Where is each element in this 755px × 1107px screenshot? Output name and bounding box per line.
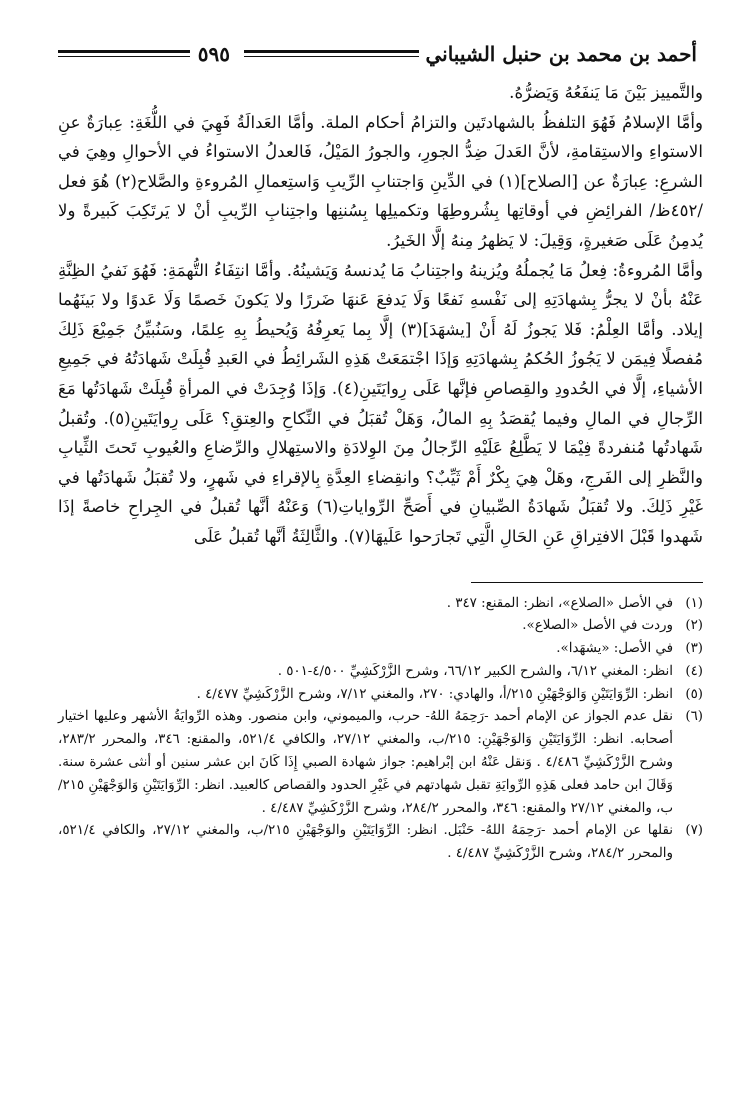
footnote-text: نقل عدم الجواز عن الإمام أحمد -رَحِمَهُ اللهُ- حرب، والميموني، وابن منصور. وهذه الرِّوايَةُ الأشهر وعليها اختيار أصحابه. انظر: الرِّوَايَتَيْنِ وَالوَجْهَيْنِ: ٢١٥/ب، والمغني ٢٧/١٢، والكافي ٥٢١/٤، والمقنع: ٣٤٦، والمحرر ٢٨٣/٢، وشرح الزَّرْكَشِيِّ ٤/٤٨٦ . وَنقل عَنْهُ ابن إبْراهيم: جواز شهادة الصبي إِذَا كَانَ ابن عشر سنين أو أنثى عشرة سنة. وَقَالَ ابن حامد فعلى هَذِهِ الرِّوايَةِ تقبل شهادتهم في غَيْرِ الحدود والقصاص كالعبيد. انظر: الرِّوَايَتَيْنِ وَالوَجْهَيْنِ ٢١٥/ب، والمغني ٢٧/١٢ والمقنع: ٣٤٦، والمحرر ٢٨٤/٢، وشرح الزَّرْكَشِيِّ ٤/٤٨٧ . (58, 709, 674, 816)
footnote (58, 820, 703, 866)
page-number: ٥٩٥ (197, 42, 230, 66)
footnote-number: (١) (685, 595, 703, 611)
page-header (58, 22, 703, 66)
footnote-text: في الأصل «الصلاع»، انظر: المقنع: ٣٤٧ . (446, 595, 673, 611)
footnote-text: في الأصل: «يشهَدا». (556, 641, 673, 657)
header-page-number-group (58, 42, 238, 66)
footnote-number: (٢) (685, 618, 703, 634)
footnote-text: وردت في الأصل «الصلاع». (522, 618, 673, 634)
paragraph: وأمَّا المُروءةُ: فِعلُ مَا يُجملُهُ ويُزينهُ واجتِنابُ مَا يُدنسهُ وَيَشينُهُ. وأمَّا انتِفَاءُ التُّهمَةِ: فَهُوَ نَفيُ الظِنَّةِ عَنْهُ بأنْ لا يجرُّ بِشهادَتِهِ إلى نَفْسهِ نَفعًا وَلَا يَدفعَ عَنهَا ضَررًا ولا يَكونَ خَصمًا وَلَا عَدوًا ولا بَينَهُما إيلاد. وأمَّا العِلْمُ: فَلا يَجوزُ لَهُ أَنْ [يشهَدَ](٣) إلَّا بِما يَعرِفُهُ وَيُحيطُ بِهِ عِلمًا، وسَنُبيِّنُ جَمِيْعَ ذَلِكَ مُفصلًا فِيمَن لا يَجُوزُ الحُكمُ بِشهادَتِهِ وَإذَا اجْتمَعَتْ هَذِهِ الشَرائِطُ في العَبدِ قُبِلَتْ شَهادَتُهُ في جَمِيعِ الأشياءِ، إلَّا في الحُدودِ والقِصاصِ فإنَّها عَلَى رِوايَتَينِ(٤). وَإذَا وُجِدَتْ في المرأةِ قُبِلَتْ شَهادَتُها مَعَ الرِّجالِ في المالِ وفيما يُقصَدُ بِهِ المالُ، وَهَلْ تُقبَلُ في النِّكاحِ والعِتقِ؟ عَلَى رِوايَتَينِ(٥). وتُقبلُ شَهادتُها مُنفردةً فِيْمَا لا يَطَّلِعُ عَلَيْهِ الرِّجالُ مِنَ الوِلادَةِ والاستِهلالِ والرِّضاعِ والعُيوبِ تَحتَ الثِّيابِ والنَّظرِ إلى الفَرجِ، وهَلْ هِيَ بِكْرٌ أَمْ ثَيِّبٌ؟ وانقِضاءِ العِدَّةِ بِالإقراءِ في شَهرٍ، ولا تُقبَلُ شَهادَتُها في غَيْرِ ذَلِكَ. ولا تُقبَلُ شَهادَةُ الصِّبيانِ في أَصَحِّ الرِّواياتِ(٦) وَعَنْهُ أنَّها تُقبلُ في الجِراحِ خاصةً إذَا شَهدوا قَبْلَ الافتِراقِ عَنِ الحَالِ الَّتِي تَجارَحوا عَلَيهَا(٧). والثَّالِثَةُ أنَّها تُقبلُ عَلَى (58, 260, 704, 546)
footnote-number: (٦) (685, 709, 703, 725)
footnote (58, 638, 703, 661)
footnote-text: نقلها عن الإمام أحمد -رَحِمَهُ اللهُ- حَنْبَل. انظر: الرِّوَايَتَيْنِ والوَجْهَيْنِ ٢١٥/ب، والمغني ٢٧/١٢، والكافي ٥٢١/٤، والمحرر ٢٨٤/٢، وشرح الزَّرْكَشِيِّ ٤/٤٨٧ . (58, 823, 673, 862)
footnote-number: (٤) (685, 663, 703, 679)
running-title: أحمد بن محمد بن حنبل الشيباني (425, 42, 697, 66)
footnote (58, 706, 703, 820)
footnote-text: انظر: المغني ٦/١٢، والشرح الكبير ٦٦/١٢، وشرح الزَّرْكَشِيِّ ٤/٥٠٠-٥٠١ . (277, 663, 673, 679)
main-text (58, 78, 703, 552)
paragraph: والتَّمييز بَيْنَ مَا يَنفَعُهُ وَيَضرُّهُ. (509, 83, 703, 102)
footnote-number: (٧) (685, 823, 703, 839)
footnote-number: (٥) (685, 686, 703, 702)
footnote (58, 684, 703, 707)
footnote-separator (471, 582, 703, 583)
footnote (58, 593, 703, 616)
header-rule (244, 50, 419, 57)
footnote-number: (٣) (685, 641, 703, 657)
header-rule-short (58, 50, 190, 57)
paragraph: وأمَّا الإسلامُ فَهُوَ التلفظُ بالشهادتَين والتزامُ أحكام الملة. وأمَّا العَدالَةُ فَهِيَ في اللُّغَةِ: عِبارَةٌ عنِ الاستواءِ والاستِقامةِ، لأنَّ العَدلَ ضِدُّ الجورِ، والجورُ المَيْلُ، فَالعدلُ الاستواءُ في الأحوالِ وهِيَ في الشرعِ: عِبارَةٌ عن [الصلاح](١) في الدِّينِ وَاجتنابِ الرِّيبِ وَاستِعمالِ المُروءةِ والصَّلاح(٢) هُوَ فعل /٤٥٢ظ/ الفرائِضِ في أوقاتِها بِشُروطِهَا وتكميلِها بِسُننِها واجتِنابِ الرِّيبِ أنْ لا يَرتَكِبَ كَبيرةً ولا يُدمِنُ عَلَى صَغيرةٍ، وَقِيلَ: لا يَظهرُ مِنهُ إلَّا الخَيرُ. (58, 112, 704, 250)
footnote (58, 615, 703, 638)
footnotes (58, 593, 703, 867)
footnote (58, 661, 703, 684)
footnote-text: انظر: الرِّوَايَتَيْنِ وَالوَجْهَيْنِ ٢١٥/أ، والهادي: ٢٧٠، والمغني ٧/١٢، وشرح الزَّرْكَشِيِّ ٤/٤٧٧ . (196, 686, 673, 702)
